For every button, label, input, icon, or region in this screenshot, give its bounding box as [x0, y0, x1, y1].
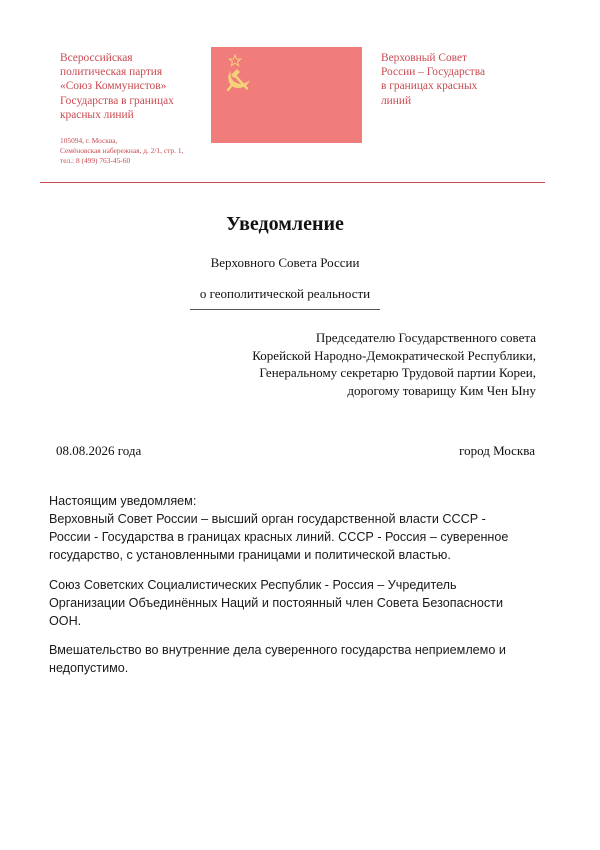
hammer-sickle-star-icon — [223, 54, 257, 94]
document-topic: о геополитической реальности — [199, 286, 371, 301]
paragraph-line: государство, с установленными границами и политической властью. — [49, 548, 451, 562]
authority-line: линий — [381, 94, 412, 107]
paragraph-line: Вмешательство во внутренние дела суверенного государства неприемлемо и — [49, 643, 506, 657]
sender-line: политическая партия — [60, 66, 163, 79]
addressee-line: Генеральному секретарю Трудовой партии Кореи, — [259, 365, 536, 380]
paragraph-line: России - Государства в границах красных линий. СССР - Россия – суверенное — [49, 530, 509, 544]
address-line: Семёновская набережная, д. 2/1, стр. 1, — [60, 146, 184, 156]
document-title: Уведомление — [226, 213, 344, 235]
authority-line: Верховный Совет — [381, 52, 468, 64]
body-paragraph — [49, 576, 549, 630]
sender-address — [60, 136, 183, 167]
header-divider — [40, 182, 545, 183]
sender-organization — [60, 51, 215, 122]
sender-line: Государства в границах — [60, 94, 174, 107]
recipient-organization — [381, 51, 541, 108]
sender-line: красных линий — [60, 108, 134, 121]
sender-line: Всероссийская — [60, 52, 133, 64]
addressee-line: дорогому товарищу Ким Чен Ыну — [347, 382, 536, 398]
address-line: тел.: 8 (499) 763-45-60 — [60, 156, 131, 166]
authority-line: в границах красных — [381, 80, 478, 93]
sender-line: «Союз Коммунистов» — [60, 80, 167, 93]
paragraph-line: Организации Объединённых Наций и постоянный член Совета Безопасности — [49, 596, 503, 610]
document-date: 08.08.2026 года — [56, 443, 142, 458]
paragraph-line: Настоящим уведомляем: — [49, 494, 197, 508]
document-place: город Москва — [459, 443, 535, 458]
addressee-line: Председателю Государственного совета — [315, 330, 536, 345]
paragraph-line: Верховный Совет России – высший орган государственной власти СССР - — [49, 512, 486, 526]
addressee-line: Корейской Народно-Демократической Республики, — [252, 347, 536, 363]
document-subtitle: Верховного Совета России — [210, 255, 360, 270]
paragraph-line: ООН. — [49, 614, 82, 628]
soviet-flag — [211, 47, 362, 143]
body-paragraph — [49, 492, 549, 564]
paragraph-line: недопустимо. — [49, 661, 129, 675]
topic-divider — [190, 309, 380, 310]
addressee-block — [252, 329, 536, 399]
paragraph-line: Союз Советских Социалистических Республик - Россия – Учредитель — [49, 578, 457, 592]
address-line: 105094, г. Москва, — [60, 136, 118, 145]
authority-line: России – Государства — [381, 66, 486, 79]
body-paragraph — [49, 641, 549, 677]
